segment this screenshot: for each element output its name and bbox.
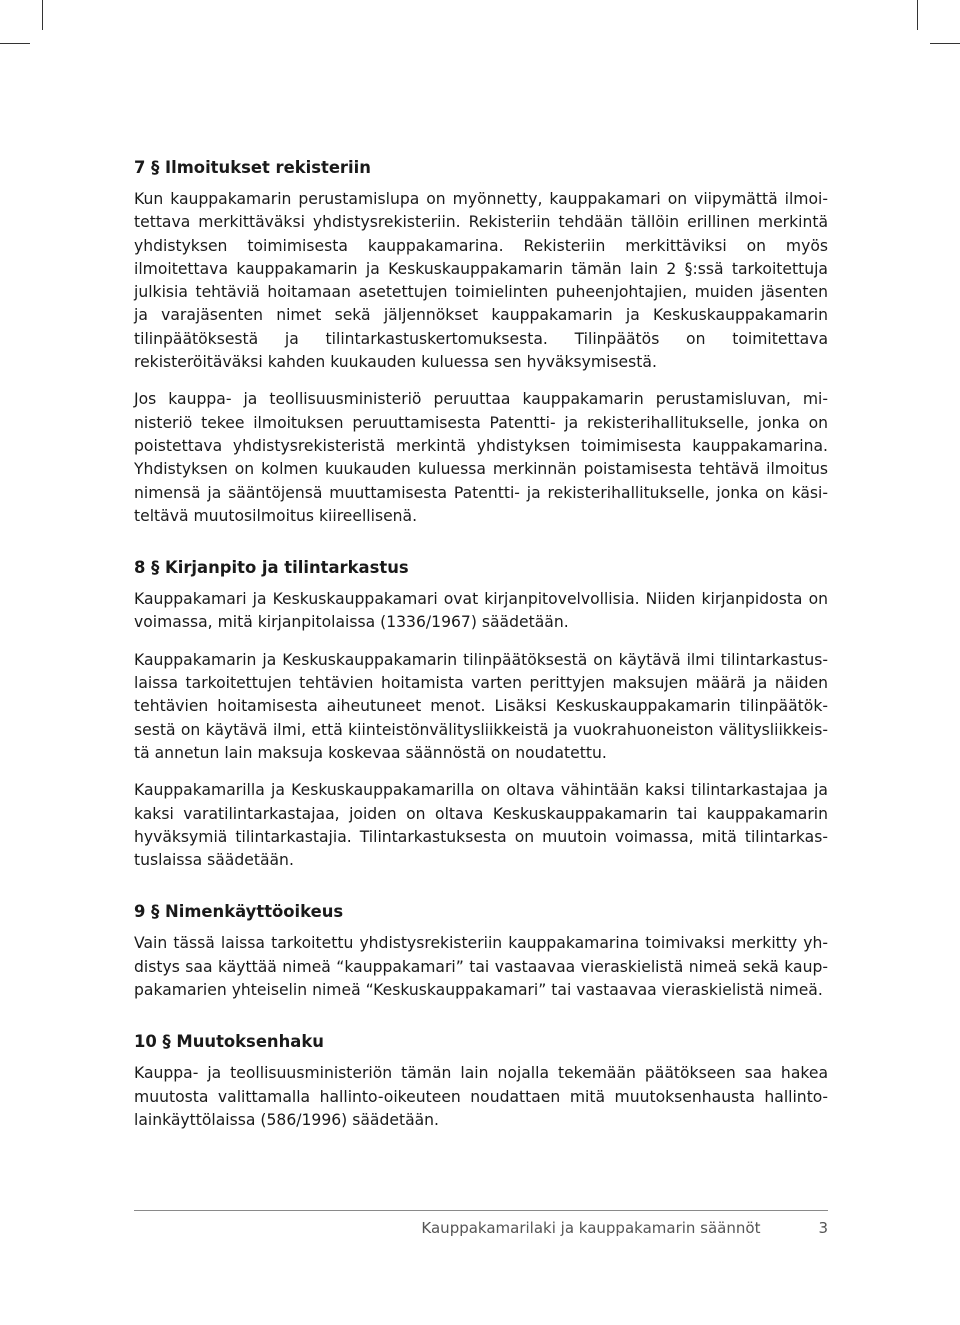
paragraph: Kauppakamarilla ja Keskuskauppakamarilla on oltava vähintään kaksi tilintarkastajaa ja kaksi varatilintarkastajaa, joiden on oltava Keskuskauppakamarin tai kauppakamarin hyväksymiä tilintarkastajia. Tilintarkastuksesta on muutoin voimassa, mitä tilintarkastuslaissa säädetään. bbox=[134, 781, 828, 870]
footer-title: Kauppakamarilaki ja kauppakamarin säännöt bbox=[421, 1219, 761, 1237]
section-8 bbox=[134, 556, 828, 872]
paragraph: Kauppakamari ja Keskuskauppakamari ovat kirjanpitovelvollisia. Niiden kirjanpidosta on voimassa, mitä kirjanpitolaissa (1336/1967) säädetään. bbox=[134, 590, 828, 632]
section-7 bbox=[134, 156, 828, 528]
paragraph: Jos kauppa- ja teollisuusministeriö peruuttaa kauppakamarin perustamisluvan, ministeriö tekee ilmoituksen peruuttamisesta Patentti- ja rekisterihallitukselle, jonka on poistettava yhdistysrekisteristä merkintä yhdistyksen toimimisesta kauppakamarina. Yhdistyksen on kolmen kuukauden kuluessa merkinnän poistamisesta tehtävä ilmoitus nimensä ja sääntöjensä muuttamisesta Patentti- ja rekisterihallitukselle, jonka on käsiteltävä muutosilmoitus kiireellisenä. bbox=[134, 390, 828, 525]
section-10 bbox=[134, 1030, 828, 1132]
document-body bbox=[134, 156, 828, 1132]
paragraph: Kauppa- ja teollisuusministeriön tämän lain nojalla tekemään päätökseen saa hakea muutosta valittamalla hallinto-oikeuteen noudattaen mitä muutoksenhausta hallintolainkäyttölaissa (586/1996) säädetään. bbox=[134, 1064, 828, 1129]
crop-mark-top-right-vertical bbox=[917, 0, 918, 30]
page-number: 3 bbox=[818, 1219, 828, 1237]
crop-mark-top-right-horizontal bbox=[930, 43, 960, 44]
paragraph: Vain tässä laissa tarkoitettu yhdistysrekisteriin kauppakamarina toimivaksi merkitty yhdistys saa käyttää nimeä “kauppakamari” tai vastaavaa vieraskielistä nimeä sekä kauppakamarien yhteiselin nimeä “Keskuskauppakamari” tai vastaavaa vieraskielistä nimeä. bbox=[134, 934, 828, 1000]
section-heading: 7 § Ilmoitukset rekisteriin bbox=[134, 158, 371, 177]
crop-mark-top-left-vertical bbox=[42, 0, 43, 30]
section-heading: 9 § Nimenkäyttöoikeus bbox=[134, 902, 344, 922]
section-heading: 10 § Muutoksenhaku bbox=[134, 1032, 324, 1052]
page-footer bbox=[134, 1219, 828, 1237]
section-9 bbox=[134, 900, 828, 1002]
paragraph: Kauppakamarin ja Keskuskauppakamarin tilinpäätöksestä on käytävä ilmi tilintarkastuslaissa tarkoitettujen tehtävien hoitamista varten perittyjen maksujen määrä ja näiden tehtävien hoitamisesta aiheutuneet menot. Lisäksi Keskuskauppakamarin tilinpäätöksestä on käytävä ilmi, että kiinteistönvälitysliikkeistä ja vuokrahuoneiston välitysliikkeistä annetun lain maksuja koskevaa säännöstä on noudatettu. bbox=[134, 650, 828, 762]
footer-rule bbox=[134, 1210, 828, 1211]
paragraph: Kun kauppakamarin perustamislupa on myönnetty, kauppakamari on viipymättä ilmoitettava merkittäväksi yhdistysrekisteriin. Rekisteriin tehdään tällöin erillinen merkintä yhdistyksen toimimisesta kauppakamarina. Rekisteriin merkittäviksi on myös ilmoitettava kauppakamarin ja Keskuskauppakamarin tämän lain 2 §:ssä tarkoitettuja julkisia tehtäviä hoitamaan asetettujen toimielinten puheenjohtajien, muiden jäsenten ja varajäsenten nimet sekä jäljennökset kauppakamarin ja Keskuskauppakamarin tilinpäätöksestä ja tilintarkastuskertomuksesta. Tilinpäätös on toimitettava rekisteröitäväksi kahden kuukauden kuluessa sen hyväksymisestä. bbox=[134, 190, 828, 372]
section-heading: 8 § Kirjanpito ja tilintarkastus bbox=[134, 558, 409, 578]
crop-mark-top-left-horizontal bbox=[0, 43, 30, 44]
